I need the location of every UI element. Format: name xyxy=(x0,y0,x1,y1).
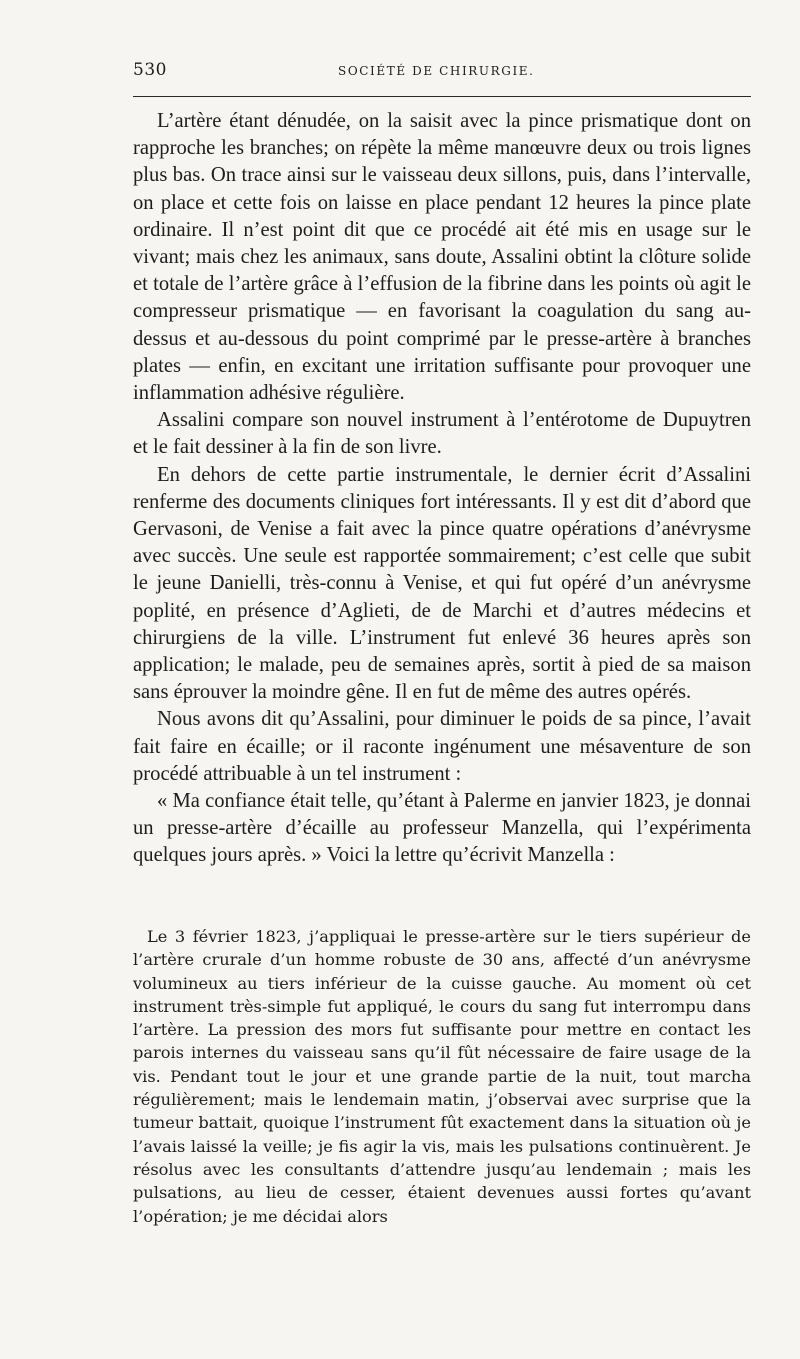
paragraph: Nous avons dit qu’Assalini, pour diminuer le poids de sa pince, l’avait fait faire en écaille; or il raconte ingénument une mésaventure de son procédé attribuable à un tel instrument : xyxy=(133,708,751,785)
running-head xyxy=(133,58,753,88)
quoted-letter xyxy=(133,925,751,1228)
paragraph: En dehors de cette partie instrumentale, le dernier écrit d’Assalini renferme des documents cliniques fort intéressants. Il y est dit d’abord que Gervasoni, de Venise a fait avec la pince quatre opérations d’anévrysme avec succès. Une seule est rapportée sommairement; c’est celle que subit le jeune Danielli, très-connu à Venise, et qui fut opéré d’un anévrysme poplité, en présence d’Aglieti, de de Marchi et d’autres médecins et chirurgiens de la ville. L’instrument fut enlevé 36 heures après son application; le malade, peu de semaines après, sortit à pied de sa maison sans éprouver la moindre gêne. Il en fut de même des autres opérés. xyxy=(133,463,751,704)
page-number: 530 xyxy=(133,60,167,80)
header-rule xyxy=(133,96,751,97)
paragraph: « Ma confiance était telle, qu’étant à Palerme en janvier 1823, je donnai un presse-artère d’écaille au professeur Manzella, qui l’expérimenta quelques jours après. » Voici la lettre qu’écrivit Manzella : xyxy=(133,790,751,867)
paragraph: Assalini compare son nouvel instrument à l’entérotome de Dupuytren et le fait dessiner à la fin de son livre. xyxy=(133,409,751,459)
letter-paragraph: Le 3 février 1823, j’appliquai le presse-artère sur le tiers supérieur de l’artère crurale d’un homme robuste de 30 ans, affecté d’un anévrysme volumineux au tiers inférieur de la cuisse gauche. Au moment où cet instrument très-simple fut appliqué, le cours du sang fut interrompu dans l’artère. La pression des mors fut suffisante pour mettre en contact les parois internes du vaisseau sans qu’il fût nécessaire de faire usage de la vis. Pendant tout le jour et une grande partie de la nuit, tout marcha régulièrement; mais le lendemain matin, j’observai avec surprise que la tumeur battait, quoique l’instrument fût exactement dans la situation où je l’avais laissé la veille; je fis agir la vis, mais les pulsations continuèrent. Je résolus avec les consultants d’attendre jusqu’au lendemain ; mais les pulsations, au lieu de cesser, étaient devenues aussi fortes qu’avant l’opération; je me décidai alors xyxy=(133,927,751,1226)
running-title: SOCIÉTÉ DE CHIRURGIE. xyxy=(338,64,535,78)
main-text xyxy=(133,108,751,870)
paragraph: L’artère étant dénudée, on la saisit avec la pince prismatique dont on rapproche les branches; on répète la même manœuvre deux ou trois lignes plus bas. On trace ainsi sur le vaisseau deux sillons, puis, dans l’intervalle, on place et cette fois on laisse en place pendant 12 heures la pince plate ordinaire. Il n’est point dit que ce procédé ait été mis en usage sur le vivant; mais chez les animaux, sans doute, Assalini obtint la clôture solide et totale de l’artère grâce à l’effusion de la fibrine dans les points où agit le compresseur prismatique — en favorisant la coagulation du sang au-dessus et au-dessous du point comprimé par le presse-artère à branches plates — enfin, en excitant une irritation suffisante pour provoquer une inflammation adhésive régulière. xyxy=(133,110,751,405)
